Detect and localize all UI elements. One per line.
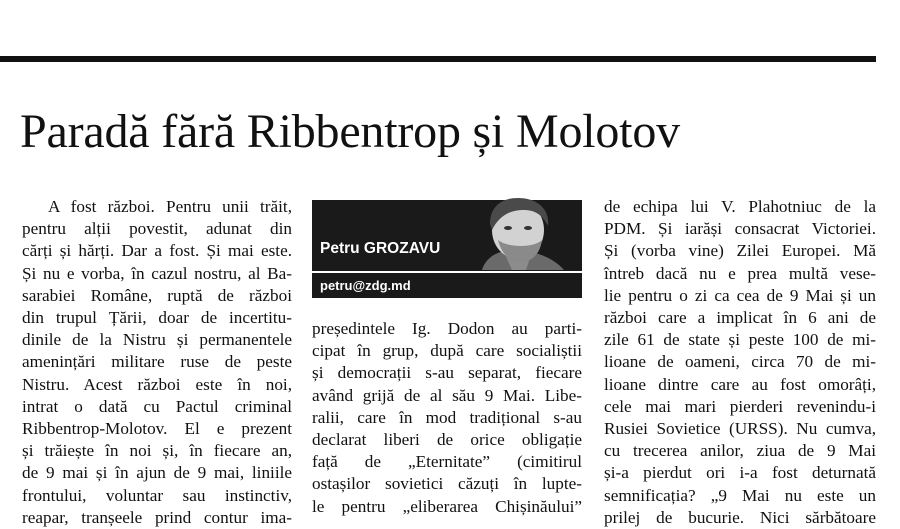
article-text-line: Ribbentrop-Molotov. El e prezent: [22, 419, 292, 439]
article-text-line: întreb dacă nu e prea multă vese-: [604, 263, 876, 283]
article-text-line: Rusiei Sovietice (URSS). Nu cumva,: [604, 419, 876, 439]
article-text-line: Nistru. Acest război este în noi,: [22, 374, 292, 394]
article-text-line: cu trecerea anilor, ziua de 9 Mai: [604, 441, 876, 461]
article-text-line: război care a implicat în 6 ani de: [604, 308, 876, 328]
article-text-line: amenințări militare ruse de peste: [22, 352, 292, 372]
article-text-line: dinile de la Nistru și permanentele: [22, 330, 292, 350]
article-text-line: reapar, tranșeele prind contur ima-: [22, 507, 292, 527]
article-text-line: din trupul Țării, doar de incertitu-: [22, 308, 292, 328]
article-text-line: având grijă de al său 9 Mai. Libe-: [312, 385, 582, 405]
article-text-line: A fost război. Pentru unii trăit,: [48, 197, 292, 216]
article-text-line: ralii, care în mod tradițional s-au: [312, 407, 582, 427]
article-text-line: lioane de oameni, circa 70 de mi-: [604, 352, 876, 372]
article-title: Paradă fără Ribbentrop și Molotov: [20, 105, 680, 158]
article-text-line: semnificația? „9 Mai nu este un: [604, 485, 876, 505]
article-text-line: și trăiește în noi și, în fiecare an,: [22, 441, 292, 461]
article-text-line: ostașilor sovietici căzuți în lupte-: [312, 474, 582, 494]
article-text-line: declarat liberi de orice obligație: [312, 430, 582, 450]
author-box: [312, 200, 582, 298]
article-text-line: le pentru „eliberarea Chișinăului”: [312, 496, 582, 516]
article-column-3: [604, 196, 876, 527]
article-text-line: frontului, voluntar sau instinctiv,: [22, 485, 292, 505]
author-box-divider: [312, 271, 582, 273]
author-email[interactable]: petru@zdg.md: [320, 278, 411, 293]
top-rule: [0, 56, 876, 62]
author-photo: [442, 200, 582, 270]
article-text-line: intrat o dată cu Pactul criminal: [22, 396, 292, 416]
article-text-line: Și (vorba vine) Zilei Europei. Mă: [604, 241, 876, 261]
article-text-line: și-a pierdut ori i-a fost deturnată: [604, 463, 876, 483]
article-text-line: pentru alții povestit, adunat din: [22, 219, 292, 239]
article-column-1: [22, 196, 292, 527]
article-text-line: președintele Ig. Dodon au parti-: [312, 319, 582, 338]
article-text-line: și democrații s-au separat, fiecare: [312, 363, 582, 383]
article-text-line: de echipa lui V. Plahotniuc de la: [604, 197, 876, 216]
article-text-line: zile 61 de state și peste 100 de mi-: [604, 330, 876, 350]
article-text-line: cărți și hărți. Dar a fost. Și mai este.: [22, 241, 292, 261]
article-text-line: lie pentru o zi ca cea de 9 Mai și un: [604, 285, 876, 305]
article-column-2: [312, 318, 582, 516]
article-text-line: Și nu e vorba, în cazul nostru, al Ba-: [22, 263, 292, 283]
article-text-line: cele mai mari pierderi revenindu-i: [604, 396, 876, 416]
article-text-line: prilej de bucurie. Nici sărbătoare: [604, 507, 876, 527]
article-text-line: lioane dintre care au fost omorâți,: [604, 374, 876, 394]
article-text-line: de 9 mai și în ajun de 9 mai, liniile: [22, 463, 292, 483]
article-text-line: cipat în grup, după care socialiștii: [312, 341, 582, 361]
article-text-line: PDM. Și iarăși consacrat Victoriei.: [604, 219, 876, 239]
article-text-line: sarabiei Române, ruptă de război: [22, 285, 292, 305]
article-text-line: față de „Eternitate” (cimitirul: [312, 452, 582, 472]
author-name: Petru GROZAVU: [320, 240, 441, 257]
